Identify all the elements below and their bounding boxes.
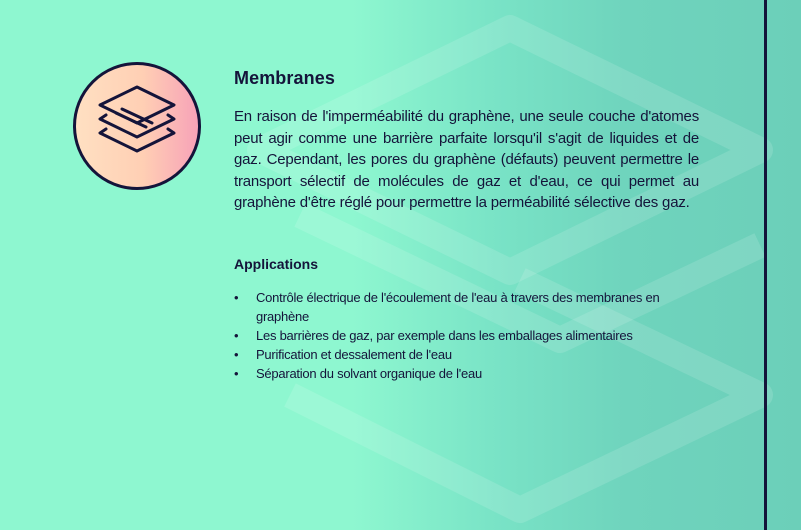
bullet-marker: • [234,290,239,305]
bullet-marker: • [234,328,239,343]
list-item-text: Purification et dessalement de l'eau [256,347,452,362]
right-divider [764,0,767,530]
list-item [234,364,674,383]
section-description: En raison de l'imperméabilité du graphène, une seule couche d'atomes peut agir comme une barrière parfaite lorsqu'il s'agit de liquides et de gaz. Cependant, les pores du graphène (défauts) peuvent permettre le transport sélectif de molécules de gaz et d'eau, ce qui permet au graphène d'être réglé pour permettre la perméabilité sélective des gaz. [234,108,699,211]
list-item [234,288,674,326]
layers-icon [76,65,198,187]
section-title: Membranes [234,68,335,88]
list-item [234,326,674,345]
list-item-text: Séparation du solvant organique de l'eau [256,366,482,381]
list-item-text: Contrôle électrique de l'écoulement de l'eau à travers des membranes en graphène [256,290,660,324]
list-item [234,345,674,364]
applications-list [234,288,674,383]
list-item-text: Les barrières de gaz, par exemple dans les emballages alimentaires [256,328,633,343]
bullet-marker: • [234,366,239,381]
applications-title: Applications [234,256,319,272]
membranes-badge [73,62,201,190]
bullet-marker: • [234,347,239,362]
